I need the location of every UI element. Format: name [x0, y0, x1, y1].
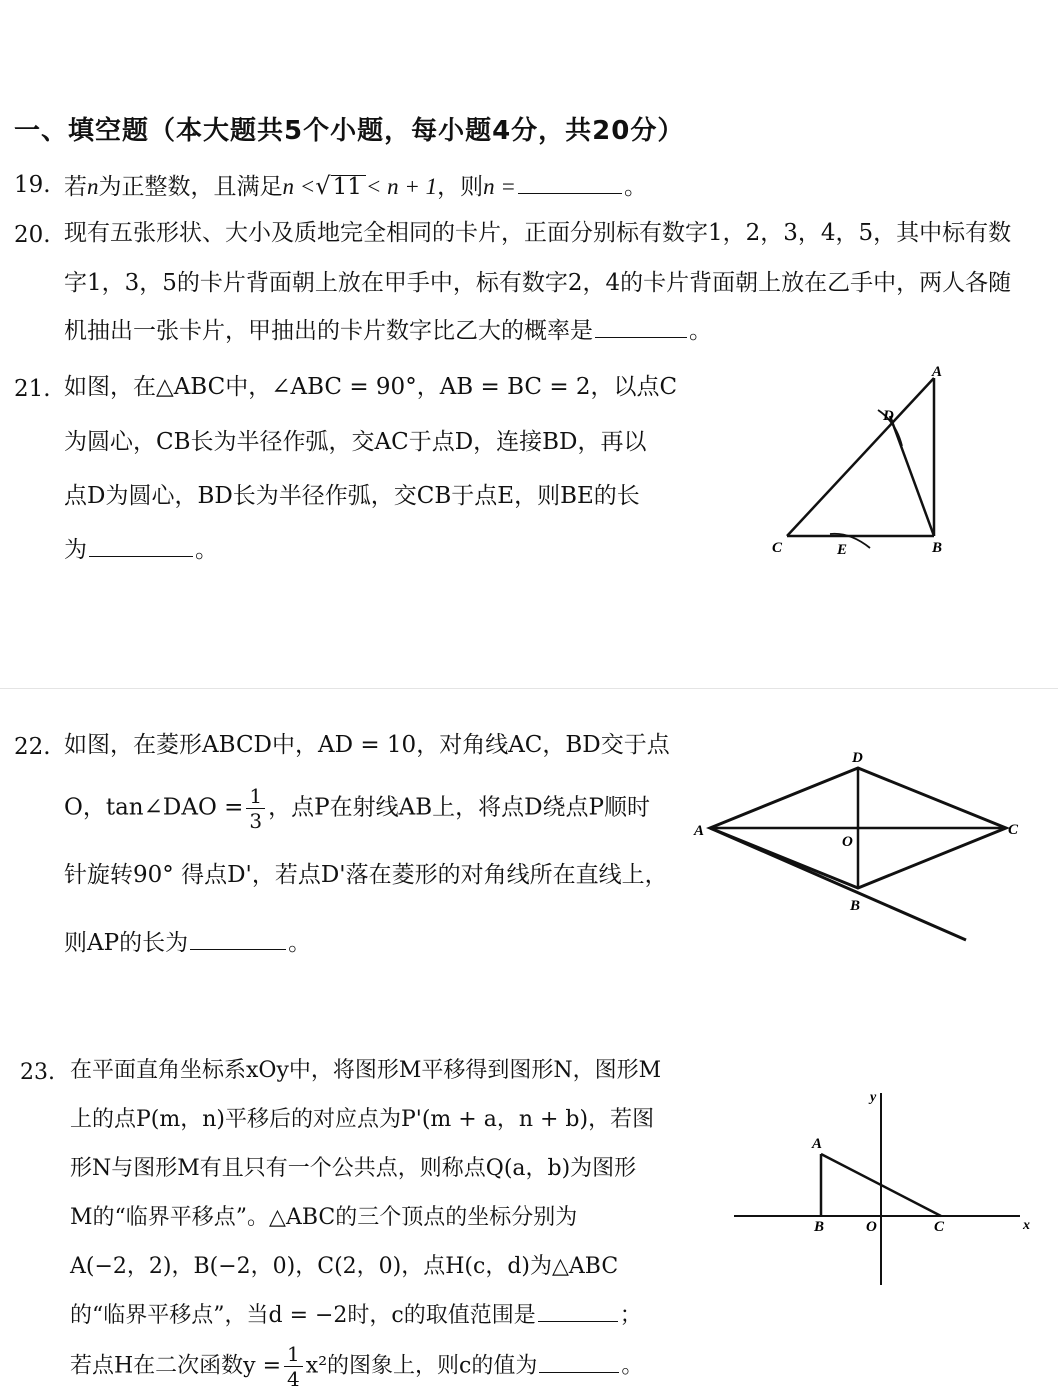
section-heading: 一、填空题（本大题共5个小题，每小题4分，共20分）	[14, 116, 685, 146]
q22-line-2	[64, 786, 650, 831]
q21-triangle-figure	[760, 360, 960, 560]
q19-text-3: ，则	[437, 174, 484, 200]
q21-number: 21.	[14, 376, 51, 402]
q21-label-d: D	[883, 408, 894, 424]
q19-text-1: 若	[64, 174, 87, 200]
q20-answer-blank[interactable]	[595, 336, 687, 338]
q21-label-b: B	[932, 540, 943, 556]
q22-line-4-text: 则AP的长为	[64, 930, 189, 956]
page-divider	[0, 688, 1058, 689]
q22-ray-ab	[710, 828, 966, 940]
q23-frac-numerator: 1	[284, 1344, 303, 1367]
q23-label-c: C	[934, 1219, 945, 1235]
q19-text-2: 为正整数，且满足	[98, 174, 283, 200]
q19-var-n: n	[87, 174, 99, 199]
q19-ineq-right: < n + 1	[365, 174, 438, 199]
q22-label-b: B	[850, 898, 861, 914]
q23-label-a: A	[812, 1136, 823, 1152]
q23-line-7b: x²的图象上，则c的值为	[305, 1353, 538, 1379]
q21-label-a: A	[932, 364, 943, 380]
q19-answer-blank[interactable]	[518, 192, 622, 194]
q23-line-1: 在平面直角坐标系xOy中，将图形M平移得到图形N，图形M	[70, 1058, 662, 1083]
q21-line-4-text: 为	[64, 537, 87, 563]
q23-line-6	[70, 1305, 642, 1327]
q22-line-4	[64, 932, 311, 955]
q21-label-c: C	[772, 540, 783, 556]
q23-number: 23.	[20, 1060, 55, 1085]
q21-answer-blank[interactable]	[89, 555, 193, 557]
q22-line-2a: O，tan∠DAO =	[64, 794, 244, 821]
q23-fraction	[284, 1344, 303, 1389]
q22-line-2b: ，点P在射线AB上，将点D绕点P顺时	[268, 794, 651, 821]
q23-label-o: O	[866, 1219, 877, 1235]
q23-end: 。	[621, 1353, 644, 1379]
q20-line-3-text: 机抽出一张卡片，甲抽出的卡片数字比乙大的概率是	[64, 318, 593, 344]
q23-line-6-end: ；	[619, 1303, 642, 1328]
q22-line-1: 如图，在菱形ABCD中，AD = 10，对角线AC，BD交于点	[64, 732, 670, 758]
q23-coordinate-figure	[730, 1085, 1040, 1290]
q20-line-3	[64, 320, 712, 343]
q22-frac-numerator: 1	[246, 786, 265, 809]
q23-line-7	[70, 1344, 643, 1389]
q20-number: 20.	[14, 222, 51, 248]
q22-frac-denominator: 3	[249, 809, 263, 833]
q22-end: 。	[288, 930, 312, 956]
q20-line-2: 字1，3，5的卡片背面朝上放在甲手中，标有数字2，4的卡片背面朝上放在乙手中，两人各随	[64, 270, 1012, 296]
q22-label-c: C	[1008, 822, 1019, 838]
q19-text	[64, 174, 647, 199]
q23-line-7a: 若点H在二次函数y =	[70, 1353, 282, 1379]
q21-segment-bd	[890, 416, 934, 536]
q21-segment-ca	[787, 378, 934, 536]
q23-value-blank[interactable]	[539, 1371, 619, 1373]
q20-end: 。	[689, 318, 712, 344]
q21-line-2: 为圆心，CB长为半径作弧，交AC于点D，连接BD，再以	[64, 429, 647, 455]
q22-line-3: 针旋转90° 得点D'，若点D'落在菱形的对角线所在直线上，	[64, 862, 668, 888]
q22-fraction	[246, 786, 265, 831]
q22-rhombus-figure	[690, 740, 1030, 950]
q23-line-5: A(−2，2)，B(−2，0)，C(2，0)，点H(c，d)为△ABC	[70, 1254, 619, 1279]
q23-line-6-text: 的“临界平移点”，当d = −2时，c的取值范围是	[70, 1303, 536, 1328]
q23-line-3: 形N与图形M有且只有一个公共点，则称点Q(a，b)为图形	[70, 1156, 637, 1181]
q23-line-2: 上的点P(m，n)平移后的对应点为P'(m + a，n + b)，若图	[70, 1107, 655, 1132]
x-axis-label: x	[1023, 1218, 1030, 1233]
q19-ineq-left: n <	[282, 174, 316, 199]
q21-end: 。	[195, 537, 218, 563]
q19-answer-lhs: n =	[483, 174, 516, 199]
q23-frac-denominator: 4	[287, 1367, 300, 1391]
q19-end: 。	[623, 174, 647, 200]
q21-line-4	[64, 539, 218, 562]
q22-number: 22.	[14, 734, 51, 760]
q22-label-o: O	[842, 834, 853, 850]
y-axis-label: y	[870, 1090, 877, 1105]
q23-label-b: B	[814, 1219, 825, 1235]
q21-label-e: E	[837, 542, 848, 558]
q19-number: 19.	[14, 172, 51, 198]
q23-line-4: M的“临界平移点”。△ABC的三个顶点的坐标分别为	[70, 1205, 578, 1230]
q20-line-1: 现有五张形状、大小及质地完全相同的卡片，正面分别标有数字1，2，3，4，5，其中标有数	[64, 220, 1012, 246]
sqrt-symbol: √	[315, 172, 331, 200]
q19-radicand: 11	[331, 175, 366, 199]
q21-line-3: 点D为圆心，BD长为半径作弧，交CB于点E，则BE的长	[64, 483, 640, 509]
q22-answer-blank[interactable]	[190, 948, 286, 950]
q21-line-1: 如图，在△ABC中，∠ABC = 90°，AB = BC = 2，以点C	[64, 374, 678, 400]
q22-label-a: A	[694, 823, 705, 839]
q22-label-d: D	[852, 750, 863, 766]
q23-range-blank[interactable]	[538, 1320, 618, 1322]
